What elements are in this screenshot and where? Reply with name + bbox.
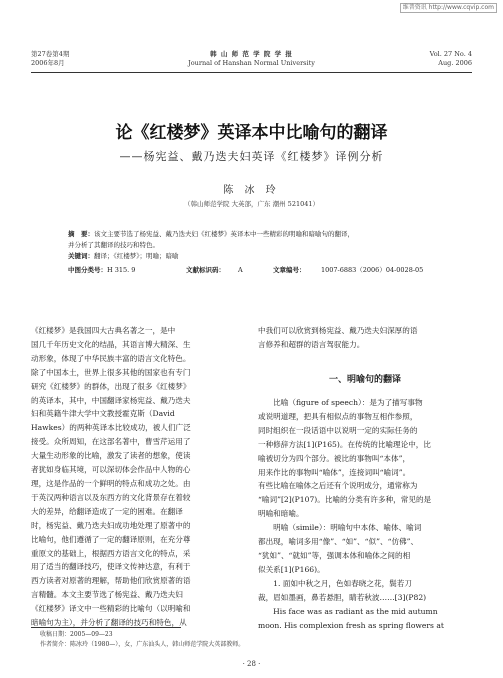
body-text-line: 时，杨宪益、戴乃迭夫妇成功地处理了原著中的 xyxy=(31,520,191,530)
body-text-line: “喻词”[2](P107)。比喻的分类有许多种，常见的是 xyxy=(258,495,432,505)
footnote-author-bio: 作者简介：陈冰玲（1980—），女，广东汕头人，韩山师范学院大英部教师。 xyxy=(40,641,245,648)
body-text-line: 的英译本，其中，中国翻译家杨宪益、戴乃迭夫 xyxy=(31,395,191,405)
body-text-line: 《红楼梦》译文中一些精彩的比喻句（以明喻和 xyxy=(31,604,191,614)
footnote-rule xyxy=(31,627,181,628)
body-text-line: 用了适当的翻译技巧，使译文传神达意，有利于 xyxy=(31,562,191,572)
body-text-line: 动形象，体现了中华民族丰富的语言文化特色。 xyxy=(31,353,191,363)
body-text-line: “犹如”、“就如”等，强调本体和喻体之间的相 xyxy=(258,550,411,560)
body-text-line: 用来作比的事物叫“喻体”，连接词叫“喻词”。 xyxy=(258,467,411,477)
body-right-column-top xyxy=(258,324,472,352)
body-text-line: 似关系[1](P166)。 xyxy=(258,564,325,574)
keywords xyxy=(68,251,448,262)
body-text-line: 同时组织在一段话语中以说明一定的实际任务的 xyxy=(258,425,418,435)
body-text-line: 比喻（figure of speech）：是为了描写事物 xyxy=(258,398,423,407)
author-name: 陈 冰 玲 xyxy=(223,185,280,196)
body-text-line: 研究《红楼梦》的群体，出现了很多《红楼梦》 xyxy=(31,381,191,391)
keywords-text: 翻译；《红楼梦》；明喻；暗喻 xyxy=(94,252,179,260)
header-center xyxy=(0,50,503,68)
body-text-line: 西方读者对原著的理解，帮助他们欣赏原著的语 xyxy=(31,576,191,586)
article-no-label: 文章编号： xyxy=(273,266,306,274)
abstract-label: 摘 要： xyxy=(68,230,94,238)
body-text-line: 《红楼梦》是我国四大古典名著之一，是中 xyxy=(31,326,176,335)
article-title: 论《红楼梦》英译本中比喻句的翻译 xyxy=(115,123,388,143)
journal-name-en: Journal of Hanshan Normal University xyxy=(188,59,315,67)
journal-name-cn: 韩 山 师 范 学 院 学 报 xyxy=(210,50,293,58)
body-text-line: 者犹如身临其境，可以深切体会作品中人物的心 xyxy=(31,465,191,475)
header-date: 2006年8月 xyxy=(31,59,65,67)
doc-value: A xyxy=(238,266,243,274)
body-text-line: 一种修辞方法[1](P165)。在传统的比喻理论中，比 xyxy=(258,439,431,449)
body-text-line: 妇和英籍牛津大学中文教授霍克斯（David xyxy=(31,409,175,419)
body-text-line: 接受。众所周知，在这部名著中，曹雪芹运用了 xyxy=(31,437,191,447)
body-text-line: 喻被切分为四个部分。被比的事物叫“本体”， xyxy=(258,453,411,463)
body-text-line: 裁，眉如墨画，鼻若悬胆，睛若秋波……[3](P82) xyxy=(258,592,427,602)
header-rule xyxy=(31,72,472,73)
abstract-line-2: 并分析了其翻译的技巧和特色。 xyxy=(68,241,159,249)
body-text-line: 除了中国本土，世界上很多其他的国家也有专门 xyxy=(31,367,191,377)
section-heading: 一、明喻句的翻译 xyxy=(328,375,401,385)
classification-line xyxy=(68,265,448,276)
body-text-line: His face was as radiant as the mid autumn xyxy=(258,606,438,616)
body-text-line: 比喻句，他们遵循了一定的翻译原则，在充分尊 xyxy=(31,534,191,544)
footnote-received: 收稿日期：2005—09—23 xyxy=(40,631,113,638)
body-text-line: 大的差异，给翻译造成了一定的困难。在翻译 xyxy=(31,506,183,516)
footnote xyxy=(40,630,244,650)
body-text-line: 有些比喻在喻体之后还有个说明成分，通常称为 xyxy=(258,481,418,491)
body-text-line: 言修养和超群的语言驾驭能力。 xyxy=(258,339,365,349)
article-no-value: 1007-6883（2006）04-0028-05 xyxy=(321,266,424,274)
body-right-column xyxy=(258,396,472,632)
clc-label: 中图分类号： xyxy=(68,266,107,274)
body-text-line: 都出现，喻词多用“像”、“如”、“似”、“仿佛”、 xyxy=(258,537,419,547)
header-volume: 第27卷第4期 xyxy=(31,50,70,58)
body-text-line: 1. 面如中秋之月，色如春晓之花，鬓若刀 xyxy=(258,578,412,588)
body-text-line: 大量生动形象的比喻，激发了读者的想象，使读 xyxy=(31,451,191,461)
body-text-line: 中我们可以欣赏到杨宪益、戴乃迭夫妇深厚的语 xyxy=(258,326,418,335)
watermark-badge: 维普资讯 http://www.cqvip.com xyxy=(400,3,497,13)
body-text-line: 国几千年历史文化的结晶，其语言博大精深、生 xyxy=(31,339,191,349)
keywords-label: 关键词： xyxy=(68,252,94,260)
header-volume-en: Vol. 27 No. 4 xyxy=(429,50,472,58)
article-subtitle: ——杨宪益、戴乃迭夫妇英译《红楼梦》译例分析 xyxy=(119,150,384,163)
body-text-line: 明喻（simile）：明喻句中本体、喻体、喻词 xyxy=(258,523,422,533)
doc-label: 文献标识码： xyxy=(186,266,225,274)
author-affiliation: （韩山师范学院 大英部，广东 潮州 521041） xyxy=(183,200,319,208)
body-text-line: 言精髓。本文主要节选了杨宪益、戴乃迭夫妇 xyxy=(31,590,183,600)
abstract-text-1: 该文主要节选了杨宪益、戴乃迭夫妇《红楼梦》英译本中一些精彩的明喻和暗喻句的翻译， xyxy=(94,230,354,238)
header-date-en: Aug. 2006 xyxy=(438,59,472,67)
body-text-line: Hawkes）的两种英译本比较成功，被人们广泛 xyxy=(31,423,191,433)
body-text-line: moon. His complexion fresh as spring flowers at xyxy=(258,620,444,630)
clc-value: H 315. 9 xyxy=(107,266,136,274)
body-text-line: 暗喻句为主），并分析了翻译的技巧和特色，从 xyxy=(31,618,187,628)
header-right xyxy=(430,50,472,68)
body-text-line: 于英汉两种语言以及东西方的文化背景存在着较 xyxy=(31,492,191,502)
body-text-line: 重原文的基础上，根据西方语言文化的特点，采 xyxy=(31,548,191,558)
abstract xyxy=(68,229,448,262)
abstract-line-1 xyxy=(68,229,448,240)
body-text-line: 明喻和暗喻。 xyxy=(258,509,304,519)
body-text-line: 理，这是作品的一个鲜明的特点和成功之处。由 xyxy=(31,478,191,488)
body-left-column xyxy=(31,324,243,630)
body-text-line: 或说明道理，把具有相似点的事物互相作参照， xyxy=(258,411,418,421)
page-number: · 28 · xyxy=(242,660,261,668)
